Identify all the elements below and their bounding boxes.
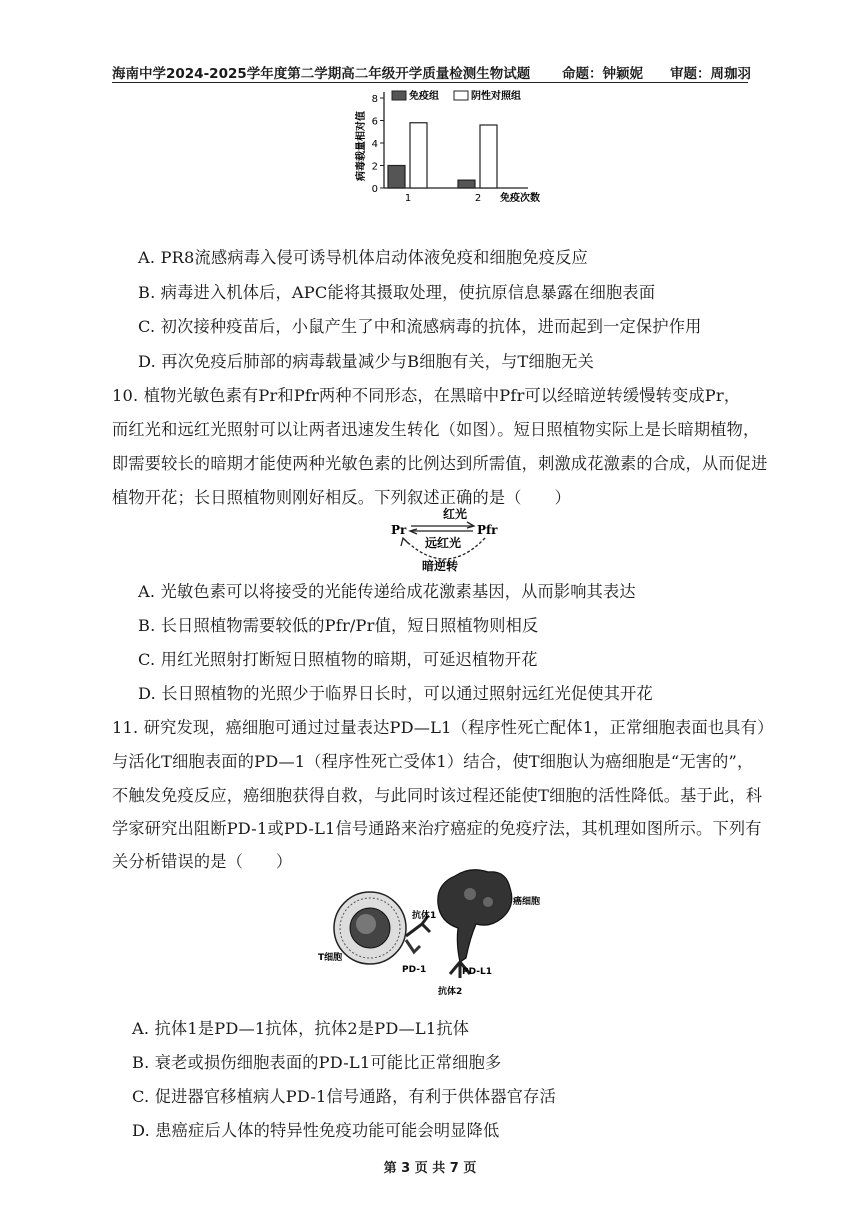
q9-option-b: B. 病毒进入机体后，APC能将其摄取处理，使抗原信息暴露在细胞表面 (138, 283, 656, 302)
q10-option-a: A. 光敏色素可以将接受的光能传递给成花激素基因，从而影响其表达 (138, 582, 636, 601)
legend-control: 阴性对照组 (471, 91, 521, 102)
legend-swatch-immune (392, 91, 406, 100)
q10-option-d: D. 长日照植物的光照少于临界日长时，可以通过照射远红光促使其开花 (138, 684, 653, 703)
dark-reversion-label: 暗逆转 (421, 559, 459, 573)
receptor-pd1-icon (406, 940, 420, 952)
y-axis-label: 病毒载量相对值 (356, 111, 367, 181)
x-axis-label: 免疫次数 (500, 193, 540, 204)
pd1-label: PD-1 (402, 965, 427, 975)
q11-stem-line: 学家研究出阻断PD-1或PD-L1信号通路来治疗癌症的免疫疗法，其机理如图所示。下列有 (112, 819, 762, 838)
bar-chart (350, 84, 590, 209)
legend-swatch-control (454, 91, 468, 100)
q9-option-a: A. PR8流感病毒入侵可诱导机体启动体液免疫和细胞免疫反应 (138, 248, 588, 267)
q11-option-d: D. 患癌症后人体的特异性免疫功能可能会明显降低 (132, 1121, 500, 1140)
bar-immune-2 (458, 180, 475, 188)
q11-stem-line: 关分析错误的是（ ） (112, 852, 293, 871)
q10-stem-line: 而红光和远红光照射可以让两者迅速发生转化（如图）。短日照植物实际上是长暗期植物， (112, 420, 760, 439)
t-cell-label: T细胞 (318, 953, 343, 963)
q11-stem-line: 11. 研究发现，癌细胞可通过过量表达PD—L1（程序性死亡配体1，正常细胞表面也具有） (112, 718, 774, 737)
q11-option-b: B. 衰老或损伤细胞表面的PD-L1可能比正常细胞多 (132, 1053, 502, 1072)
x-tick-label: 1 (404, 193, 412, 204)
y-tick-label: 4 (371, 139, 378, 150)
red-light-label: 红光 (442, 507, 468, 521)
legend-immune: 免疫组 (409, 91, 439, 102)
exam-title: 海南中学2024-2025学年度第二学期高二年级开学质量检测生物试题 (112, 66, 531, 82)
reviewer: 审题：周珈羽 (670, 66, 751, 82)
antibody-2-label: 抗体2 (438, 987, 463, 997)
header-rule (112, 82, 748, 83)
author: 命题：钟颖妮 (562, 66, 643, 82)
bar-control-1 (410, 123, 427, 188)
phytochrome-diagram (385, 504, 525, 574)
q10-stem-line: 即需要较长的暗期才能使两种光敏色素的比例达到所需值，刺激成花激素的合成，从而促进 (112, 454, 768, 473)
q10-option-b: B. 长日照植物需要较低的Pfr/Pr值，短日照植物则相反 (138, 616, 539, 635)
q9-option-c: C. 初次接种疫苗后，小鼠产生了中和流感病毒的抗体，进而起到一定保护作用 (138, 317, 702, 336)
q9-option-d: D. 再次免疫后肺部的病毒载量减少与B细胞有关，与T细胞无关 (138, 352, 595, 371)
y-tick-label: 0 (371, 184, 378, 195)
bar-immune-1 (388, 166, 405, 189)
antibody-1-label: 抗体1 (412, 911, 437, 921)
y-tick-label: 6 (371, 116, 378, 128)
q11-stem-line: 不触发免疫反应，癌细胞获得自救，与此同时该过程还能使T细胞的活性降低。基于此，科 (112, 786, 763, 805)
pdl1-label: PD-L1 (462, 967, 492, 977)
pd1-diagram (310, 866, 560, 1001)
pr-label: Pr (391, 523, 407, 537)
page-number: 第 3 页 共 7 页 (383, 1161, 477, 1176)
q11-option-c: C. 促进器官移植病人PD-1信号通路，有利于供体器官存活 (132, 1087, 556, 1106)
y-tick-label: 8 (371, 94, 378, 105)
bar-control-2 (480, 125, 497, 188)
y-tick-label: 2 (371, 161, 378, 173)
q10-option-c: C. 用红光照射打断短日照植物的暗期，可延迟植物开花 (138, 650, 538, 669)
q11-option-a: A. 抗体1是PD—1抗体，抗体2是PD—L1抗体 (132, 1019, 470, 1038)
pfr-label: Pfr (477, 523, 498, 537)
q10-stem-line: 植物开花；长日照植物则刚好相反。下列叙述正确的是（ ） (112, 488, 571, 507)
x-tick-label: 2 (474, 193, 482, 204)
q10-stem-line: 10. 植物光敏色素有Pr和Pfr两种不同形态，在黑暗中Pfr可以经暗逆转缓慢转变成Pr， (112, 386, 741, 405)
q11-stem-line: 与活化T细胞表面的PD—1（程序性死亡受体1）结合，使T细胞认为癌细胞是“无害的”， (112, 752, 754, 771)
cancer-cell-label: 癌细胞 (513, 897, 541, 907)
farred-label: 远红光 (424, 536, 462, 550)
cancer-cell-icon (438, 870, 512, 962)
